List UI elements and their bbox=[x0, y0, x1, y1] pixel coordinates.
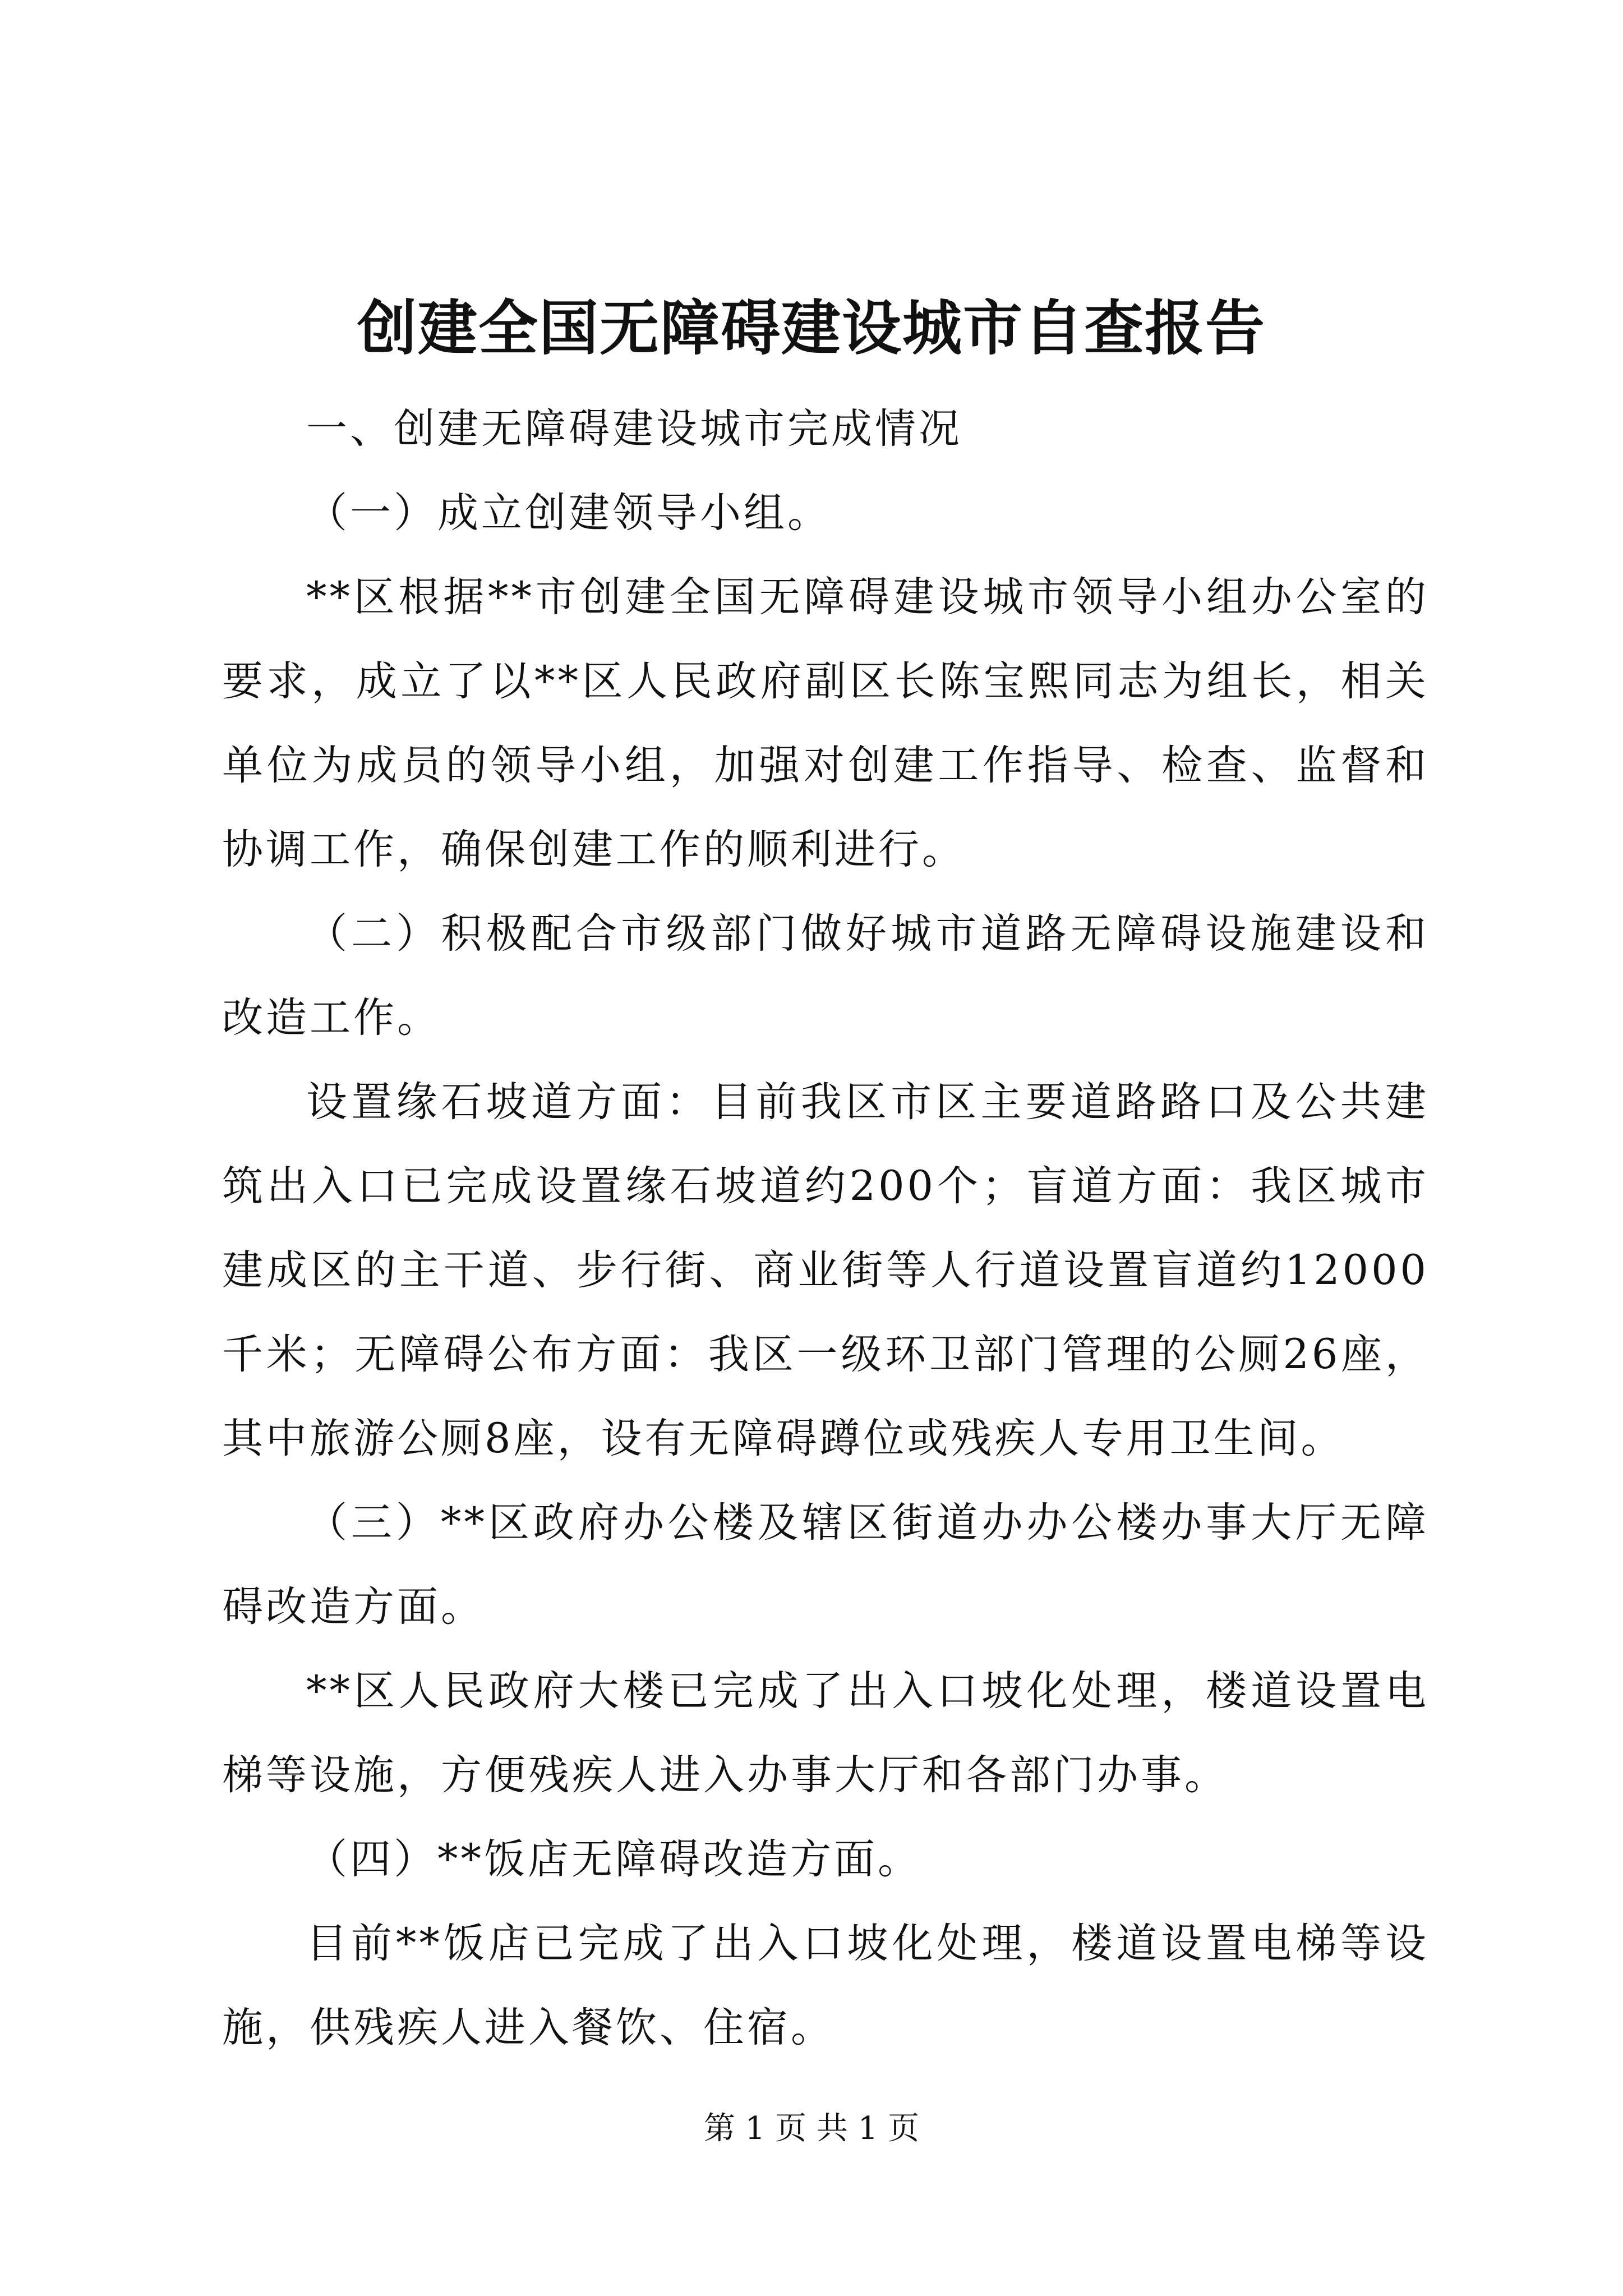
body-paragraph: 目前**饭店已完成了出入口坡化处理，楼道设置电梯等设施，供残疾人进入餐饮、住宿。 bbox=[222, 1920, 1429, 2051]
body-paragraph: 设置缘石坡道方面：目前我区市区主要道路路口及公共建筑出入口已完成设置缘石坡道约200个；盲道方面：我区城市建成区的主干道、步行街、商业街等人行道设置盲道约12000千米；无障碍公布方面：我区一级环卫部门管理的公厕26座，其中旅游公厕8座，设有无障碍蹲位或残疾人专用卫生间。 bbox=[222, 1078, 1429, 1462]
body-paragraph: **区人民政府大楼已完成了出入口坡化处理，楼道设置电梯等设施，方便残疾人进入办事大厅和各部门办事。 bbox=[222, 1667, 1429, 1799]
subsection-heading: （一）成立创建领导小组。 bbox=[306, 489, 831, 537]
page-footer: 第 1 页 共 1 页 bbox=[703, 2110, 920, 2147]
body-paragraph: **区根据**市创建全国无障碍建设城市领导小组办公室的要求，成立了以**区人民政府副区长陈宝熙同志为组长，相关单位为成员的领导小组，加强对创建工作指导、检查、监督和协调工作，确保创建工作的顺利进行。 bbox=[222, 573, 1429, 873]
subsection-heading: （三）**区政府办公楼及辖区街道办办公楼办事大厅无障碍改造方面。 bbox=[222, 1499, 1429, 1631]
section-heading: 一、创建无障碍建设城市完成情况 bbox=[306, 405, 962, 453]
document-body bbox=[222, 387, 1429, 2070]
subsection-heading: （二）积极配合市级部门做好城市道路无障碍设施建设和改造工作。 bbox=[222, 910, 1429, 1042]
subsection-heading: （四）**饭店无障碍改造方面。 bbox=[306, 1835, 921, 1883]
document-title: 创建全国无障碍建设城市自查报告 bbox=[357, 293, 1266, 363]
